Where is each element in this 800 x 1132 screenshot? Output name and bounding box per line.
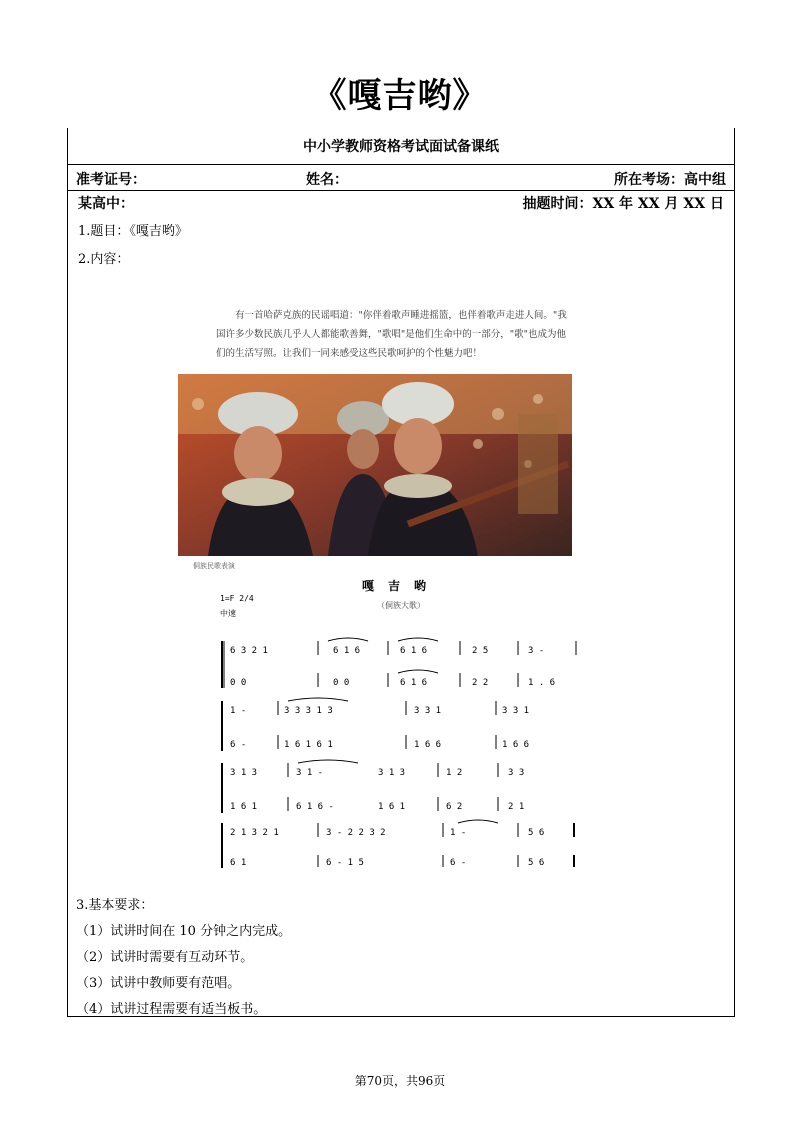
svg-text:3 3 1: 3 3 1	[502, 706, 530, 716]
key-signature: 1=F 2/4	[220, 594, 254, 603]
svg-text:1 -: 1 -	[450, 828, 467, 838]
name-label: 姓名：	[306, 172, 348, 188]
svg-text:3 3 3 1 3: 3 3 3 1 3	[284, 706, 333, 716]
svg-text:3 -: 3 -	[528, 646, 545, 656]
svg-text:6 - 1 5: 6 - 1 5	[326, 858, 364, 868]
intro-paragraph: 有一首哈萨克族的民谣唱道："你伴着歌声睡进摇篮，也伴着歌声走进人间。"我国许多少数民族几乎人人都能歌善舞，"歌唱"是他们生命中的一部分，"歌"也成为他们的生活写照。让我们一同来感受这些民歌呵护的个性魅力吧！	[216, 310, 567, 359]
svg-text:1 6 6: 1 6 6	[502, 740, 530, 750]
svg-text:1 6 1: 1 6 1	[230, 802, 258, 812]
svg-text:3 1 3: 3 1 3	[230, 768, 258, 778]
photo-caption: 侗族民歌表演	[193, 562, 235, 570]
requirement-item: （2）试讲时需要有互动环节。	[76, 950, 254, 965]
svg-text:3 1 -: 3 1 -	[296, 768, 324, 778]
performers-image	[178, 374, 572, 556]
svg-text:5 6: 5 6	[528, 828, 545, 838]
song-subtitle: （侗族大歌）	[377, 601, 425, 610]
svg-text:1 6 1: 1 6 1	[378, 802, 406, 812]
svg-text:1 . 6: 1 . 6	[528, 678, 556, 688]
exam-id-label: 准考证号：	[76, 172, 146, 188]
svg-text:6 -: 6 -	[230, 740, 247, 750]
song-title: 嘎吉哟	[361, 579, 440, 593]
svg-text:3 3: 3 3	[508, 768, 525, 778]
svg-text:3 1 3: 3 1 3	[378, 768, 406, 778]
school-label: 某高中：	[78, 196, 134, 212]
svg-text:6 1 6: 6 1 6	[400, 646, 428, 656]
candidate-info-row	[68, 164, 734, 191]
svg-text:3 - 2 2 3 2: 3 - 2 2 3 2	[326, 828, 386, 838]
svg-text:1 6 1 6 1: 1 6 1 6 1	[284, 740, 333, 750]
svg-text:2 2: 2 2	[472, 678, 489, 688]
page-number: 第70页，共96页	[354, 1074, 446, 1088]
requirement-item: （3）试讲中教师要有范唱。	[76, 976, 241, 991]
jianpu-score	[218, 633, 578, 868]
content-label: 2.内容：	[78, 252, 130, 267]
form-header: 中小学教师资格考试面试备课纸	[68, 128, 734, 165]
svg-text:6 1 6: 6 1 6	[400, 678, 428, 688]
requirement-item: （1）试讲时间在 10 分钟之内完成。	[76, 924, 292, 939]
svg-text:1 6 6: 1 6 6	[414, 740, 442, 750]
svg-text:5 6: 5 6	[528, 858, 545, 868]
page-title: 《嘎吉哟》	[312, 76, 488, 116]
svg-text:0 0: 0 0	[230, 678, 247, 688]
lesson-prep-form	[67, 128, 735, 1017]
svg-text:6 1: 6 1	[230, 858, 247, 868]
svg-text:6 1 6 -: 6 1 6 -	[296, 802, 334, 812]
svg-text:6 1 6: 6 1 6	[333, 646, 361, 656]
venue-label: 所在考场：高中组	[614, 172, 726, 188]
folk-song-photo	[178, 374, 572, 556]
svg-text:1 2: 1 2	[446, 768, 463, 778]
tempo-marking: 中速	[220, 609, 236, 618]
svg-text:6 3 2 1: 6 3 2 1	[230, 646, 268, 656]
svg-text:3 3 1: 3 3 1	[414, 706, 442, 716]
svg-text:6 2: 6 2	[446, 802, 463, 812]
requirement-item: （4）试讲过程需要有适当板书。	[76, 1002, 267, 1017]
svg-text:2 1: 2 1	[508, 802, 525, 812]
draw-time: 抽题时间：XX 年 XX 月 XX 日	[522, 196, 724, 212]
topic-line: 1.题目：《嘎吉哟》	[78, 224, 188, 239]
svg-text:1 -: 1 -	[230, 706, 247, 716]
svg-text:2 5: 2 5	[472, 646, 489, 656]
svg-text:0 0: 0 0	[333, 678, 350, 688]
svg-text:6 -: 6 -	[450, 858, 467, 868]
requirements-label: 3.基本要求：	[76, 898, 154, 913]
svg-text:2 1 3 2 1: 2 1 3 2 1	[230, 828, 279, 838]
